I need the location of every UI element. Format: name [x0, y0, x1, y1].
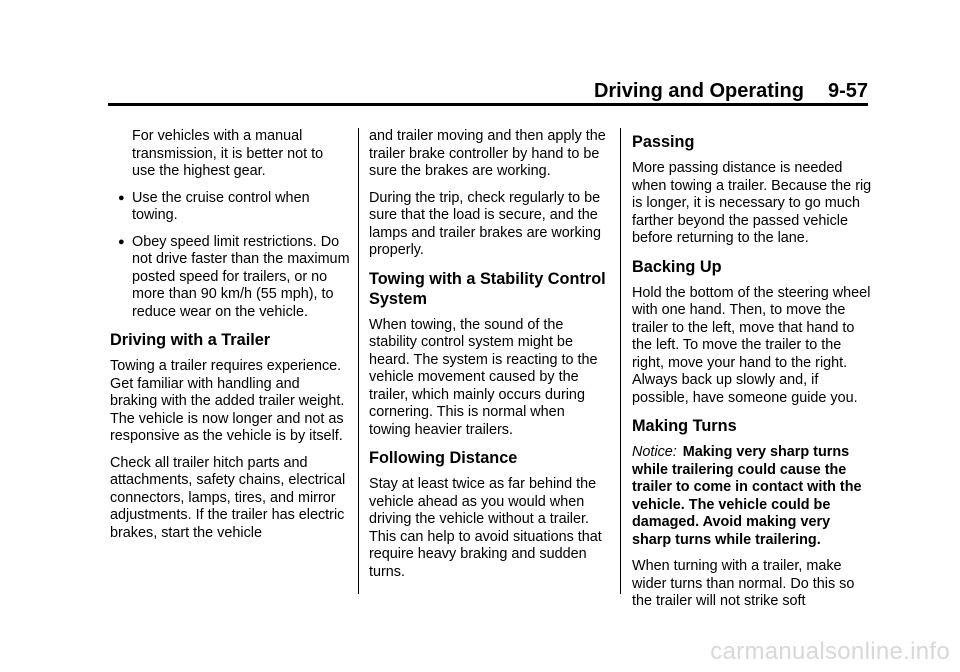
bullet-item — [110, 190, 350, 225]
notice-block — [632, 444, 872, 549]
column-1 — [110, 128, 350, 551]
heading-stability-control: Towing with a Stability Control System — [369, 269, 606, 308]
column-divider — [358, 128, 359, 594]
notice-label: Notice: — [632, 444, 677, 460]
section-title: Driving and Operating — [593, 80, 804, 102]
column-2 — [369, 128, 609, 590]
bullet-text: Obey speed limit restrictions. Do not drive faster than the maximum posted speed for trailers, or no more than 90 km/h (55 mph), to reduce wear on the vehicle. — [132, 233, 350, 320]
bullet-item — [110, 234, 350, 322]
bullet-text: Use the cruise control when towing. — [132, 189, 310, 223]
heading-making-turns: Making Turns — [632, 417, 737, 435]
watermark: carmanualsonline.info — [710, 638, 950, 665]
page-number: 9-57 — [827, 80, 868, 102]
heading-passing: Passing — [632, 133, 695, 151]
bullet-icon: ● — [118, 235, 125, 248]
heading-backing-up: Backing Up — [632, 257, 722, 276]
header-rule — [108, 103, 868, 106]
heading-following-distance: Following Distance — [369, 449, 518, 467]
column-3 — [632, 128, 872, 620]
paragraph: Stay at least twice as far behind the vehicle ahead as you would when driving the vehicle without a trailer. This can help to avoid situations that require heavy braking and sudden turns. — [369, 476, 602, 580]
paragraph: Towing a trailer requires experience. Get familiar with handling and braking with the added trailer weight. The vehicle is now longer and not as responsive as the vehicle is by itself. — [110, 358, 345, 444]
paragraph: More passing distance is needed when towing a trailer. Because the rig is longer, it is necessary to go much farther beyond the passed vehicle before returning to the lane. — [632, 160, 872, 246]
bullet-icon: ● — [118, 191, 125, 204]
paragraph: Check all trailer hitch parts and attachments, safety chains, electrical connectors, lamps, tires, and mirror adjustments. If the trailer has electric brakes, start the vehicle — [110, 454, 346, 541]
page-header — [108, 80, 868, 104]
paragraph: During the trip, check regularly to be sure that the load is secure, and the lamps and trailer brakes are working properly. — [369, 189, 601, 258]
manual-transmission-text: For vehicles with a manual transmission, it is better not to use the highest gear. — [132, 128, 324, 179]
column-divider — [620, 128, 621, 594]
notice-text: Making very sharp turns while trailering could cause the trailer to come in contact with the vehicle. The vehicle could be damaged. Avoid making very sharp turns while trailering. — [632, 444, 862, 548]
paragraph: When turning with a trailer, make wider turns than normal. Do this so the trailer will not strike soft — [632, 558, 855, 609]
paragraph: Hold the bottom of the steering wheel with one hand. Then, to move the trailer to the left, move that hand to the left. To move the trailer to the right, move your hand to the right. Always back up slowly and, if possible, have someone guide you. — [632, 284, 871, 406]
heading-driving-with-trailer: Driving with a Trailer — [110, 331, 271, 349]
header-text — [594, 80, 868, 103]
paragraph: and trailer moving and then apply the trailer brake controller by hand to be sure the brakes are working. — [369, 128, 606, 179]
paragraph: When towing, the sound of the stability control system might be heard. The system is reacting to the vehicle movement caused by the trailer, which mainly occurs during cornering. This is normal when towing heavier trailers. — [369, 316, 598, 438]
